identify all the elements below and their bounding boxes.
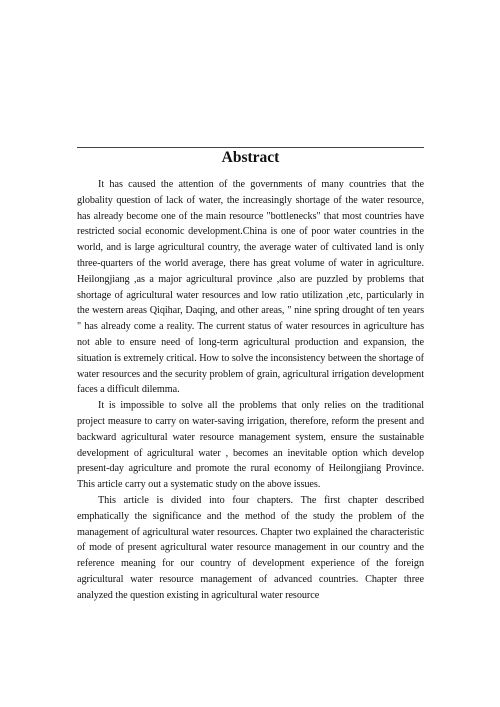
paragraph-2: It is impossible to solve all the problems that only relies on the traditional project measure to carry on water-saving irrigation, therefore, reform the present and backward agricultural water resource management system, ensure the sustainable development of agricultural water , becomes an inevitable option which develop present-day agriculture and promote the rural economy of Heilongjiang Province. This article carry out a systematic study on the above issues. bbox=[77, 400, 424, 491]
paragraph-1: It has caused the attention of the governments of many countries that the globality question of lack of water, the increasingly shortage of the water resource, has already become one of the main resource "bottlenecks" that most countries have restricted social economic development.China is one of poor water countries in the world, and is large agricultural country, the average water of cultivated land is only three-quarters of the world average, there has great volume of water in agriculture. Heilongjiang ,as a major agricultural province ,also are puzzled by problems that shortage of agricultural water resources and low ratio utilization ,etc, particularly in the western areas Qiqihar, Daqing, and other areas, " nine spring drought of ten years " has already come a reality. The current status of water resources in agriculture has not able to ensure need of long-term agricultural production and expansion, the situation is extremely critical. How to solve the inconsistency between the shortage of water resources and the security problem of grain, agricultural irrigation development faces a difficult dilemma. bbox=[77, 179, 424, 396]
abstract-title: Abstract bbox=[221, 149, 280, 166]
paragraph-3: This article is divided into four chapters. The first chapter described emphatically the significance and the method of the study the problem of the management of agricultural water resources. Chapter two explained the characteristic of mode of present agricultural water resource management in our country and the reference meaning for our country of development experience of the foreign agricultural water resource management of advanced countries. Chapter three analyzed the question existing in agricultural water resource bbox=[77, 494, 424, 601]
header-rule bbox=[77, 147, 424, 148]
abstract-body bbox=[77, 177, 424, 604]
